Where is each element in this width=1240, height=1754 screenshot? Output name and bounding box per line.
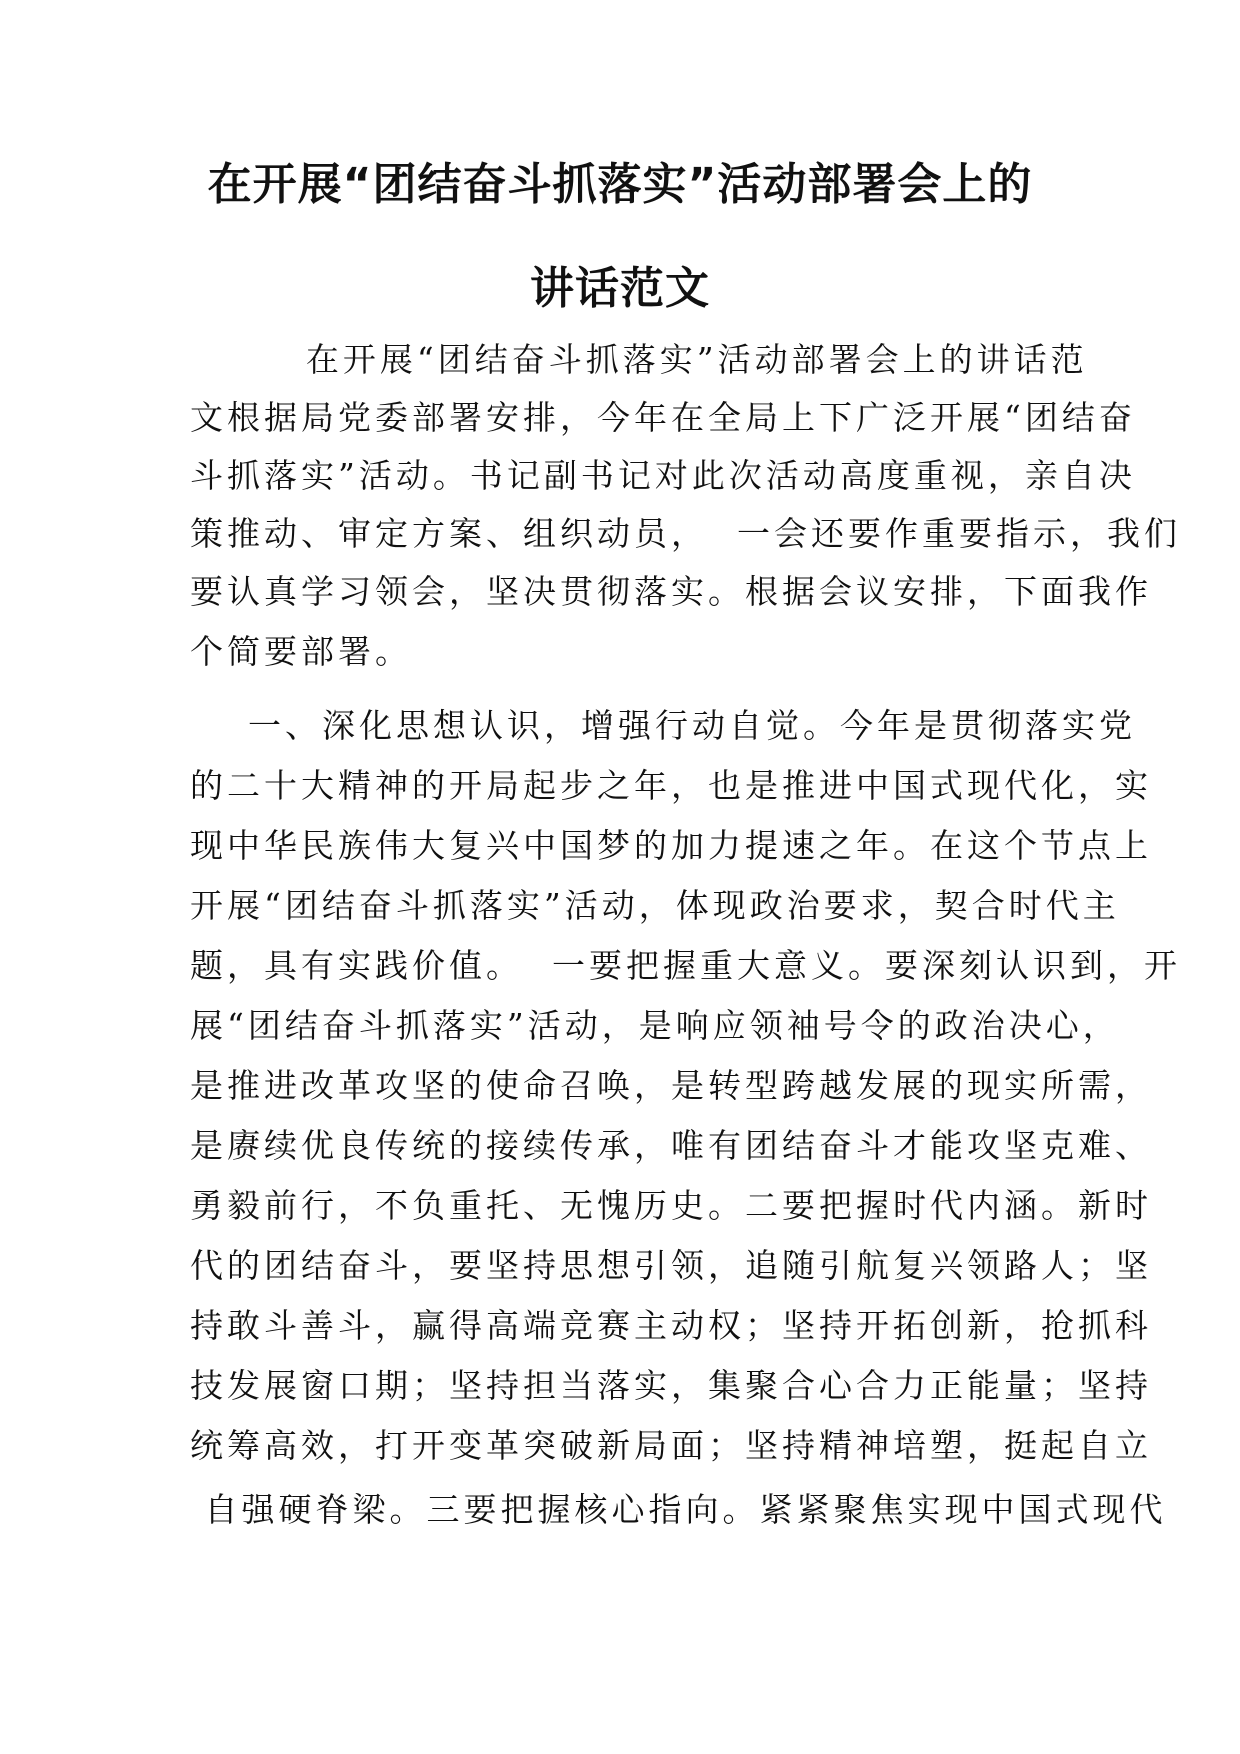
paragraph-2-line: 展“团结奋斗抓落实”活动，是响应领袖号令的政治决心， — [190, 1006, 1120, 1045]
document-title-line-1: 在开展“团结奋斗抓落实”活动部署会上的 — [207, 159, 1033, 210]
paragraph-2-line: 统筹高效，打开变革突破新局面；坚持精神培塑，挺起自立 — [190, 1426, 1152, 1465]
paragraph-2-line: 现中华民族伟大复兴中国梦的加力提速之年。在这个节点上 — [190, 826, 1152, 865]
paragraph-2-line: 持敢斗善斗，赢得高端竞赛主动权；坚持开拓创新，抢抓科 — [190, 1306, 1152, 1345]
paragraph-2-line: 是推进改革攻坚的使命召唤，是转型跨越发展的现实所需， — [190, 1066, 1152, 1105]
paragraph-2-line: 代的团结奋斗，要坚持思想引领，追随引航复兴领路人；坚 — [190, 1246, 1152, 1285]
paragraph-2-line: 一、深化思想认识，增强行动自觉。今年是贯彻落实党 — [190, 706, 1136, 745]
paragraph-2-line: 自强硬脊梁。三要把握核心指向。紧紧聚焦实现中国式现代 — [190, 1490, 1167, 1529]
paragraph-2-line: 勇毅前行，不负重托、无愧历史。二要把握时代内涵。新时 — [190, 1186, 1152, 1225]
paragraph-1-line: 斗抓落实”活动。书记副书记对此次活动高度重视，亲自决 — [190, 456, 1136, 495]
paragraph-2-line: 的二十大精神的开局起步之年，也是推进中国式现代化，实 — [190, 766, 1152, 805]
paragraph-1-line: 要认真学习领会，坚决贯彻落实。根据会议安排，下面我作 — [190, 572, 1152, 611]
paragraph-1-line: 在开展“团结奋斗抓落实”活动部署会上的讲话范 — [190, 340, 1088, 379]
paragraph-2-line: 技发展窗口期；坚持担当落实，集聚合心合力正能量；坚持 — [190, 1366, 1152, 1405]
paragraph-2-line: 是赓续优良传统的接续传承，唯有团结奋斗才能攻坚克难、 — [190, 1126, 1152, 1165]
paragraph-1-line: 个简要部署。 — [190, 632, 412, 671]
document-title-line-2: 讲话范文 — [530, 263, 710, 314]
paragraph-2-line: 题，具有实践价值。 一要把握重大意义。要深刻认识到，开 — [190, 946, 1181, 985]
paragraph-1-line: 文根据局党委部署安排，今年在全局上下广泛开展“团结奋 — [190, 398, 1136, 437]
paragraph-2-line: 开展“团结奋斗抓落实”活动，体现政治要求，契合时代主 — [190, 886, 1120, 925]
paragraph-1-line: 策推动、审定方案、组织动员， 一会还要作重要指示，我们 — [190, 514, 1181, 553]
